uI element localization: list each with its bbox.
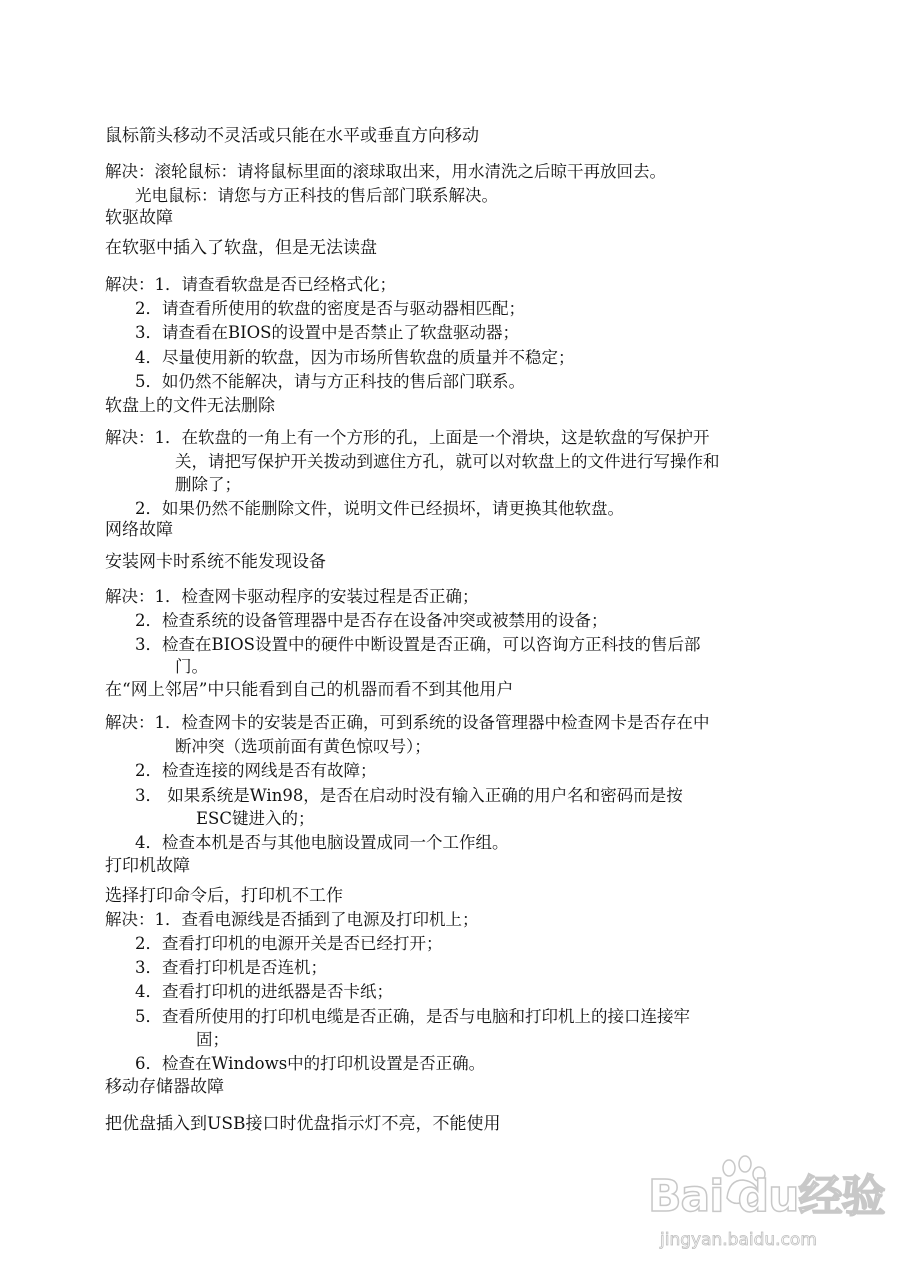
section-heading: 选择打印命令后，打印机不工作: [105, 886, 343, 906]
paragraph-line: 2．检查系统的设备管理器中是否存在设备冲突或被禁用的设备；: [135, 611, 608, 630]
paragraph-line: 2．如果仍然不能删除文件，说明文件已经损坏，请更换其他软盘。: [135, 499, 624, 518]
section-heading: 在“网上邻居”中只能看到自己的机器而看不到其他用户: [105, 680, 514, 700]
paragraph-line: 关，请把写保护开关拨动到遮住方孔，就可以对软盘上的文件进行写操作和: [175, 452, 720, 471]
section-heading: 打印机故障: [105, 856, 190, 876]
paragraph-line: 解决：1．请查看软盘是否已经格式化；: [105, 275, 396, 294]
paragraph-line: 光电鼠标：请您与方正科技的售后部门联系解决。: [135, 186, 498, 205]
section-heading: 移动存储器故障: [105, 1077, 224, 1097]
watermark-url: jingyan.baidu.com: [660, 1230, 817, 1250]
paragraph-line: 5．查看所使用的打印机电缆是否正确，是否与电脑和打印机上的接口连接牢: [135, 1007, 690, 1026]
paragraph-line: ESC键进入的；: [196, 809, 315, 828]
paragraph-line: 解决：1．检查网卡的安装是否正确，可到系统的设备管理器中检查网卡是否存在中: [105, 713, 710, 732]
section-heading: 网络故障: [105, 520, 173, 540]
paragraph-line: 4．检查本机是否与其他电脑设置成同一个工作组。: [135, 833, 509, 852]
section-heading: 在软驱中插入了软盘，但是无法读盘: [105, 238, 377, 258]
paragraph-line: 6．检查在Windows中的打印机设置是否正确。: [135, 1054, 486, 1073]
paragraph-line: 解决：1．在软盘的一角上有一个方形的孔，上面是一个滑块，这是软盘的写保护开: [105, 428, 710, 447]
paragraph-line: 固；: [196, 1030, 229, 1049]
paragraph-line: 删除了；: [175, 475, 241, 494]
section-heading: 把优盘插入到USB接口时优盘指示灯不亮，不能使用: [105, 1114, 501, 1134]
paragraph-line: 解决：1．检查网卡驱动程序的安装过程是否正确；: [105, 587, 479, 606]
baidu-jingyan-watermark: [640, 1150, 890, 1265]
paragraph-line: 解决：滚轮鼠标：请将鼠标里面的滚球取出来，用水清洗之后晾干再放回去。: [105, 162, 666, 181]
section-heading: 安装网卡时系统不能发现设备: [105, 552, 326, 572]
paragraph-line: 2．检查连接的网线是否有故障；: [135, 761, 377, 780]
section-heading: 软盘上的文件无法删除: [105, 396, 275, 416]
paragraph-line: 3．请查看在BIOS的设置中是否禁止了软盘驱动器；: [135, 323, 519, 342]
paragraph-line: 3．查看打印机是否连机；: [135, 958, 327, 977]
paragraph-line: 4．查看打印机的进纸器是否卡纸；: [135, 982, 393, 1001]
paragraph-line: 3． 如果系统是Win98，是否在启动时没有输入正确的用户名和密码而是按: [135, 786, 683, 805]
paragraph-line: 门。: [175, 657, 208, 676]
paragraph-line: 3．检查在BIOS设置中的硬件中断设置是否正确，可以咨询方正科技的售后部: [135, 635, 701, 654]
paragraph-line: 断冲突（选项前面有黄色惊叹号）；: [175, 737, 431, 756]
section-heading: 软驱故障: [105, 208, 173, 228]
paragraph-line: 解决：1．查看电源线是否插到了电源及打印机上；: [105, 910, 479, 929]
paragraph-line: 2．请查看所使用的软盘的密度是否与驱动器相匹配；: [135, 299, 525, 318]
paragraph-line: 2．查看打印机的电源开关是否已经打开；: [135, 934, 443, 953]
paragraph-line: 5．如仍然不能解决，请与方正科技的售后部门联系。: [135, 372, 525, 391]
section-heading: 鼠标箭头移动不灵活或只能在水平或垂直方向移动: [105, 126, 479, 146]
paragraph-line: 4．尽量使用新的软盘，因为市场所售软盘的质量并不稳定；: [135, 348, 575, 367]
watermark-logo: Bai du经验: [648, 1171, 885, 1222]
